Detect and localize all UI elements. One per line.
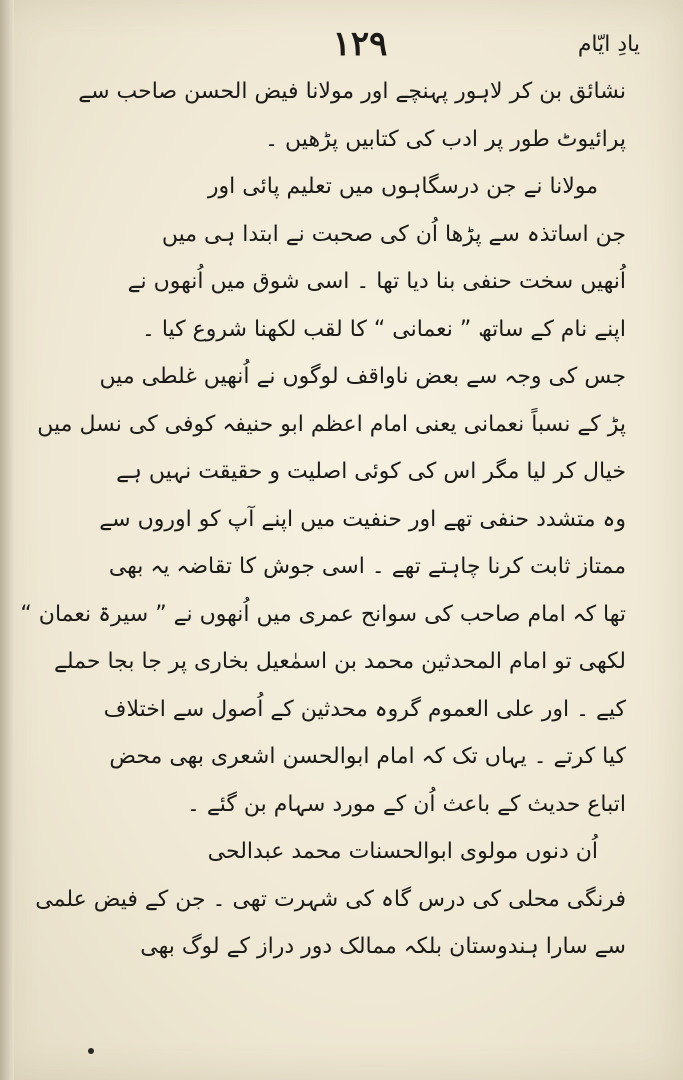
text-line: اُن دنوں مولوی ابوالحسنات محمد عبدالحی xyxy=(207,839,598,864)
text-line: تھا کہ امام صاحب کی سوانح عمری میں اُنھوں نے ” سیرۃ نعمان “ xyxy=(20,601,626,627)
text-line: سے سارا ہندوستان بلکہ ممالک دور دراز کے لوگ بھی xyxy=(140,934,626,959)
text-line: کیا کرتے ۔ یہاں تک کہ امام ابوالحسن اشعری بھی محض xyxy=(109,744,626,769)
text-line: پڑ کے نسباً نعمانی یعنی امام اعظم ابو حنیفہ کوفی کی نسل میں xyxy=(37,411,626,437)
text-line: جس کی وجہ سے بعض ناواقف لوگوں نے اُنھیں غلطی میں xyxy=(99,364,626,389)
ink-dot xyxy=(88,1048,94,1054)
text-line: فرنگی محلی کی درس گاہ کی شہرت تھی ۔ جن کے فیض علمی xyxy=(35,886,626,912)
text-line: خیال کر لیا مگر اس کی کوئی اصلیت و حقیقت نہیں ہے xyxy=(116,459,626,484)
text-line: پرائیوٹ طور پر ادب کی کتابیں پڑھیں ۔ xyxy=(265,126,626,152)
text-line: وہ متشدد حنفی تھے اور حنفیت میں اپنے آپ کو اوروں سے xyxy=(99,506,626,532)
body-text xyxy=(20,68,626,971)
running-head: یادِ ایّام xyxy=(577,32,640,57)
text-line: ممتاز ثابت کرنا چاہتے تھے ۔ اسی جوش کا تقاضہ یہ بھی xyxy=(108,554,626,579)
text-line: نشائق بن کر لاہور پہنچے اور مولانا فیض الحسن صاحب سے xyxy=(78,79,626,104)
text-line: کیے ۔ اور علی العموم گروہ محدثین کے اُصول سے اختلاف xyxy=(103,696,626,722)
text-line: اُنھیں سخت حنفی بنا دیا تھا ۔ اسی شوق میں اُنھوں نے xyxy=(127,269,626,294)
text-line: اتباع حدیث کے باعث اُن کے مورد سہام بن گئے ۔ xyxy=(186,791,626,817)
text-line: مولانا نے جن درسگاہوں میں تعلیم پائی اور xyxy=(207,174,598,199)
page-spine-shadow xyxy=(0,0,14,1080)
text-line: جن اساتذہ سے پڑھا اُن کی صحبت نے ابتدا ہی میں xyxy=(161,221,626,247)
page-header xyxy=(70,20,640,70)
text-line: لکھی تو امام المحدثین محمد بن اسمٰعیل بخاری پر جا بجا حملے xyxy=(53,649,626,674)
page-number: ١٢٩ xyxy=(332,24,388,64)
text-line: اپنے نام کے ساتھ ” نعمانی “ کا لقب لکھنا شروع کیا ۔ xyxy=(141,316,626,342)
